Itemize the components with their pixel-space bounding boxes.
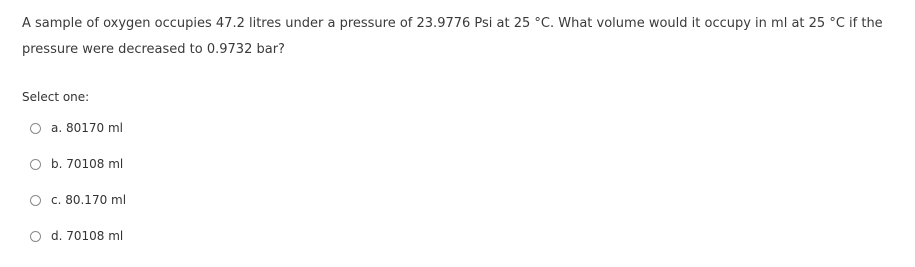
answer-options bbox=[30, 110, 126, 254]
select-one-label: Select one: bbox=[22, 90, 90, 104]
option-b-label: b. 70108 ml bbox=[51, 157, 124, 171]
option-c[interactable] bbox=[30, 182, 126, 218]
option-d-label: d. 70108 ml bbox=[51, 229, 124, 243]
option-a-label: a. 80170 ml bbox=[51, 121, 123, 135]
radio-button-icon[interactable] bbox=[30, 195, 41, 206]
radio-button-icon[interactable] bbox=[30, 231, 41, 242]
option-b[interactable] bbox=[30, 146, 126, 182]
option-c-label: c. 80.170 ml bbox=[51, 193, 127, 207]
option-d[interactable] bbox=[30, 218, 126, 254]
radio-button-icon[interactable] bbox=[30, 159, 41, 170]
radio-button-icon[interactable] bbox=[30, 123, 41, 134]
option-a[interactable] bbox=[30, 110, 126, 146]
question-text: A sample of oxygen occupies 47.2 litres under a pressure of 23.9776 Psi at 25 °C. What volume would it occupy in ml at 25 °C if the pressure were decreased to 0.9732 bar? bbox=[22, 16, 883, 57]
